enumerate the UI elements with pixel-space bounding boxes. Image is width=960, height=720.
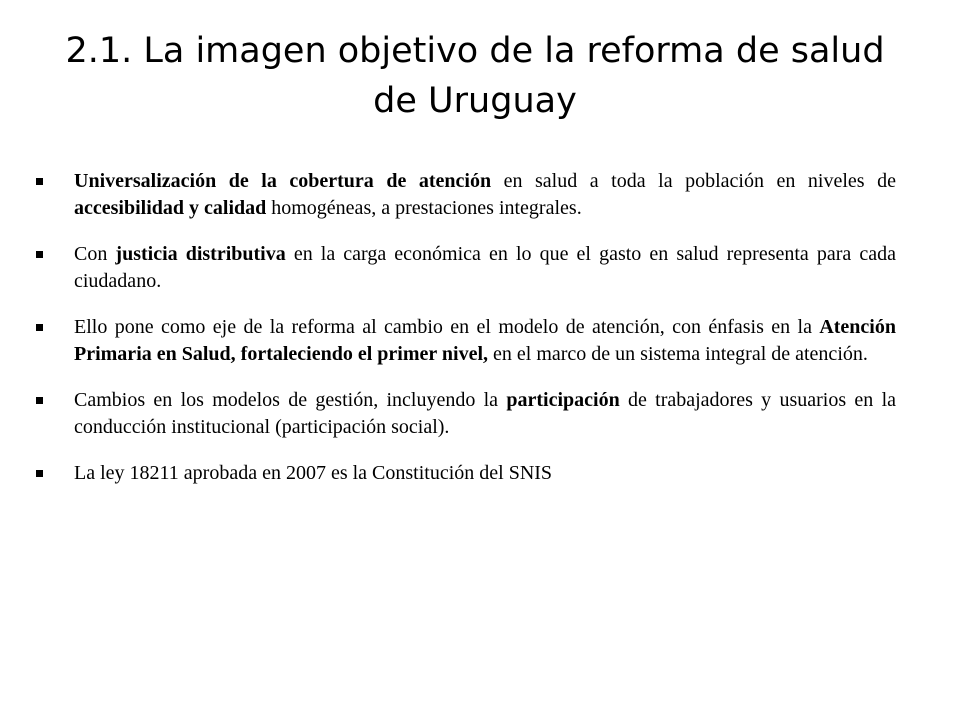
text-segment: La ley 18211 aprobada en 2007 es la Constitución del SNIS: [74, 462, 553, 484]
bullet-item-4: [36, 387, 896, 441]
text-segment: en salud a toda la población en niveles de: [491, 170, 896, 192]
bullet-item-2: [36, 241, 896, 295]
text-segment: en el marco de un sistema integral de atención.: [488, 343, 868, 365]
bold-text: Universalización de la cobertura de atención: [74, 170, 492, 192]
text-segment: en la carga económica en lo que el gasto en salud representa para cada ciudadano.: [74, 243, 896, 292]
bullet-text: [74, 243, 896, 292]
slide-title-line-1: 2.1. La imagen objetivo de la reforma de salud: [65, 31, 885, 71]
square-bullet-icon: [36, 178, 43, 185]
bold-text: Atención Primaria en Salud, fortaleciendo el primer nivel,: [74, 316, 896, 365]
bold-text: justicia distributiva: [115, 243, 286, 265]
bullet-list: [36, 168, 896, 506]
square-bullet-icon: [36, 397, 43, 404]
bullet-text: [74, 316, 896, 365]
slide-title-line-2: de Uruguay: [373, 81, 577, 121]
bullet-text: [74, 389, 896, 438]
bullet-text: [74, 462, 552, 484]
square-bullet-icon: [36, 251, 43, 258]
bullet-item-3: [36, 314, 896, 368]
text-segment: homogéneas, a prestaciones integrales.: [266, 197, 582, 219]
bullet-text: [74, 170, 896, 219]
bold-text: participación: [506, 389, 620, 411]
bullet-item-1: [36, 168, 896, 222]
text-segment: Ello pone como eje de la reforma al cambio en el modelo de atención, con énfasis en la: [74, 316, 820, 338]
bold-text: accesibilidad y calidad: [74, 197, 267, 219]
square-bullet-icon: [36, 470, 43, 477]
text-segment: Cambios en los modelos de gestión, incluyendo la: [74, 389, 507, 411]
square-bullet-icon: [36, 324, 43, 331]
bullet-item-5: [36, 460, 896, 487]
slide-title: [40, 26, 910, 126]
text-segment: Con: [74, 243, 116, 265]
text-segment: de trabajadores y usuarios en la conducción institucional (participación social).: [74, 389, 896, 438]
